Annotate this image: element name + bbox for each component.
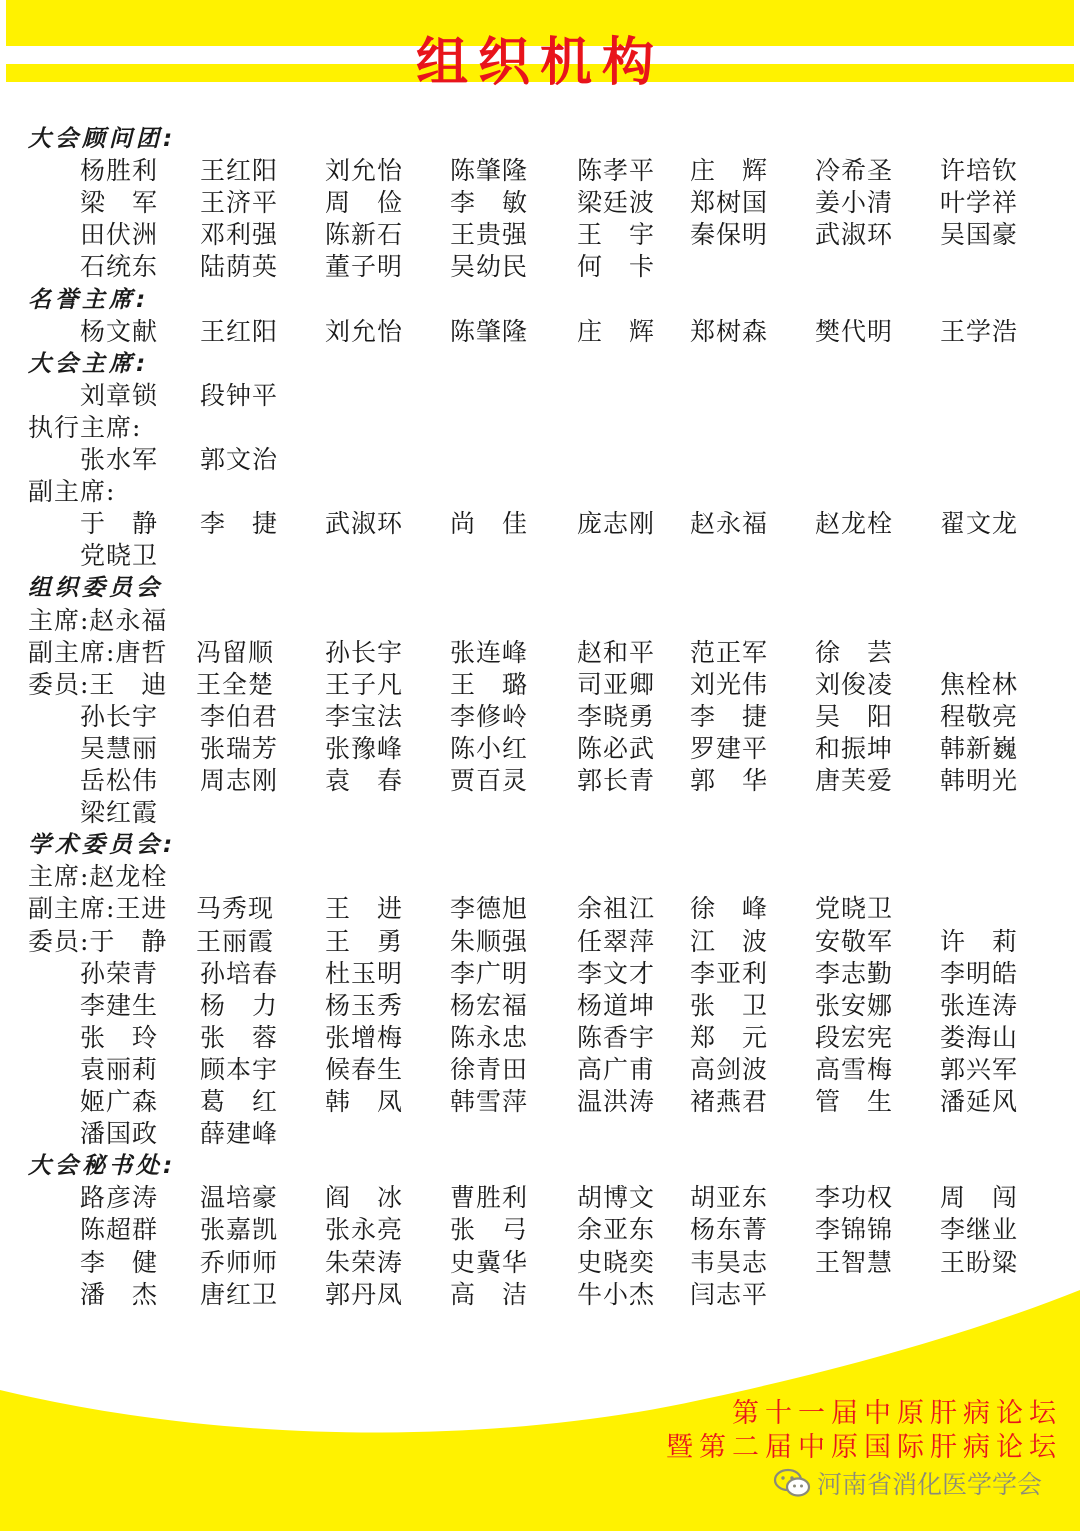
person-name: 许 莉 [940,927,1019,956]
person-name: 陈孝平 [577,156,656,185]
person-name: 岳松伟 [80,766,159,795]
name-row [0,925,1080,959]
name-row [0,379,1080,413]
name-row [0,668,1080,702]
person-name: 范正军 [690,638,769,667]
person-name: 李修岭 [450,702,529,731]
person-name: 胡博文 [577,1183,656,1212]
person-name: 焦栓林 [940,670,1019,699]
name-row [0,604,1080,638]
person-name: 李建生 [80,991,159,1020]
section-heading-row [0,122,1080,156]
person-name: 王红阳 [200,317,279,346]
person-name: 翟文龙 [940,509,1019,538]
person-name: 陈新石 [325,220,404,249]
section-heading: 组织委员会 [28,575,163,601]
person-name: 潘国政 [80,1119,159,1148]
person-name: 王学浩 [940,317,1019,346]
person-name: 张安娜 [815,991,894,1020]
person-name: 樊代明 [815,317,894,346]
section-heading-row [0,828,1080,862]
person-name: 葛 红 [200,1087,279,1116]
person-name: 李 捷 [690,702,769,731]
person-name: 庄 辉 [690,156,769,185]
person-name: 阎 冰 [325,1183,404,1212]
person-name: 叶学祥 [940,188,1019,217]
person-name: 石统东 [80,252,159,281]
person-name: 孙培春 [200,959,279,988]
person-name: 安敬军 [815,927,894,956]
person-name: 史冀华 [450,1248,529,1277]
person-name: 郭丹凤 [325,1280,404,1309]
person-name: 李继业 [940,1215,1019,1244]
person-name: 闫志平 [690,1280,769,1309]
person-name: 王盼粱 [940,1248,1019,1277]
person-name: 潘延风 [940,1087,1019,1116]
person-name: 潘 杰 [80,1280,159,1309]
person-name: 余祖江 [577,894,656,923]
name-row [0,315,1080,349]
person-name: 冷希圣 [815,156,894,185]
person-name: 姜小清 [815,188,894,217]
person-name: 张水军 [80,445,159,474]
wechat-icon [773,1468,811,1498]
person-name: 高雪梅 [815,1055,894,1084]
person-name: 张嘉凯 [200,1215,279,1244]
person-name: 李晓勇 [577,702,656,731]
person-name: 杨道坤 [577,991,656,1020]
name-row [0,250,1080,284]
role-label: 主席:赵永福 [28,606,168,635]
person-name: 司亚卿 [577,670,656,699]
person-name: 王丽霞 [196,927,275,956]
person-name: 李锦锦 [815,1215,894,1244]
person-name: 孙长宇 [325,638,404,667]
name-row [0,957,1080,991]
person-name: 曹胜利 [450,1183,529,1212]
name-row [0,411,1080,445]
person-name: 徐 峰 [690,894,769,923]
person-name: 尚 佳 [450,509,529,538]
person-name: 任翠萍 [577,927,656,956]
person-name: 武淑环 [325,509,404,538]
person-name: 杨胜利 [80,156,159,185]
person-name: 庄 辉 [577,317,656,346]
name-row [0,796,1080,830]
person-name: 高广甫 [577,1055,656,1084]
person-name: 刘允怡 [325,317,404,346]
name-row [0,860,1080,894]
person-name: 罗建平 [690,734,769,763]
person-name: 郭兴军 [940,1055,1019,1084]
name-row [0,1053,1080,1087]
person-name: 张永亮 [325,1215,404,1244]
person-name: 周 俭 [325,188,404,217]
person-name: 王全楚 [196,670,275,699]
name-row [0,1021,1080,1055]
person-name: 田伏洲 [80,220,159,249]
person-name: 高剑波 [690,1055,769,1084]
person-name: 李功权 [815,1183,894,1212]
person-name: 程敬亮 [940,702,1019,731]
person-name: 管 生 [815,1087,894,1116]
person-name: 王贵强 [450,220,529,249]
person-name: 杨东菁 [690,1215,769,1244]
person-name: 郑树国 [690,188,769,217]
person-name: 薛建峰 [200,1119,279,1148]
person-name: 李明皓 [940,959,1019,988]
person-name: 江 波 [690,927,769,956]
person-name: 和振坤 [815,734,894,763]
name-row [0,764,1080,798]
role-label: 副主席: [28,477,116,506]
person-name: 张瑞芳 [200,734,279,763]
person-name: 李德旭 [450,894,529,923]
person-name: 王 璐 [450,670,529,699]
person-name: 郑 元 [690,1023,769,1052]
page-title: 组织机构 [415,33,664,93]
person-name: 郑树森 [690,317,769,346]
section-heading: 大会主席: [28,351,150,377]
person-name: 李亚利 [690,959,769,988]
name-row [0,1085,1080,1119]
person-name: 陈永忠 [450,1023,529,1052]
name-row [0,1213,1080,1247]
person-name: 张连峰 [450,638,529,667]
role-label: 委员:王 迪 [28,670,168,699]
person-name: 温洪涛 [577,1087,656,1116]
person-name: 梁 军 [80,188,159,217]
person-name: 朱荣涛 [325,1248,404,1277]
person-name: 武淑环 [815,220,894,249]
person-name: 史晓奕 [577,1248,656,1277]
section-heading: 名誉主席: [28,287,150,313]
person-name: 王 宇 [577,220,656,249]
person-name: 段钟平 [200,381,279,410]
person-name: 张 蓉 [200,1023,279,1052]
person-name: 陆荫英 [200,252,279,281]
role-label: 委员:于 静 [28,927,168,956]
section-heading: 大会秘书处: [28,1153,177,1179]
person-name: 郭 华 [690,766,769,795]
person-name: 李 捷 [200,509,279,538]
role-label: 主席:赵龙栓 [28,862,168,891]
section-heading-row [0,571,1080,605]
person-name: 周 闯 [940,1183,1019,1212]
role-label: 执行主席: [28,413,142,442]
person-name: 杨宏福 [450,991,529,1020]
person-name: 李 敏 [450,188,529,217]
person-name: 郭文治 [200,445,279,474]
name-row [0,507,1080,541]
person-name: 陈小红 [450,734,529,763]
person-name: 吴幼民 [450,252,529,281]
person-name: 姬广森 [80,1087,159,1116]
person-name: 陈香宇 [577,1023,656,1052]
section-heading-row [0,283,1080,317]
person-name: 朱顺强 [450,927,529,956]
name-row [0,732,1080,766]
person-name: 杨文献 [80,317,159,346]
person-name: 许培钦 [940,156,1019,185]
name-row [0,475,1080,509]
person-name: 韦昊志 [690,1248,769,1277]
person-name: 张豫峰 [325,734,404,763]
person-name: 李 健 [80,1248,159,1277]
name-row [0,218,1080,252]
person-name: 贾百灵 [450,766,529,795]
role-label: 副主席:唐哲 [28,638,168,667]
person-name: 余亚东 [577,1215,656,1244]
person-name: 何 卡 [577,252,656,281]
person-name: 顾本宇 [200,1055,279,1084]
person-name: 杜玉明 [325,959,404,988]
person-name: 王 勇 [325,927,404,956]
name-row [0,539,1080,573]
name-row [0,892,1080,926]
person-name: 韩 凤 [325,1087,404,1116]
person-name: 刘俊凌 [815,670,894,699]
person-name: 陈肇隆 [450,156,529,185]
person-name: 段宏宪 [815,1023,894,1052]
name-row [0,700,1080,734]
person-name: 王子凡 [325,670,404,699]
person-name: 李志勤 [815,959,894,988]
section-heading-row [0,347,1080,381]
person-name: 李文才 [577,959,656,988]
watermark-text: 河南省消化医学学会 [816,1470,1042,1499]
person-name: 娄海山 [940,1023,1019,1052]
person-name: 陈必武 [577,734,656,763]
person-name: 吴慧丽 [80,734,159,763]
person-name: 张 玲 [80,1023,159,1052]
person-name: 刘光伟 [690,670,769,699]
person-name: 吴 阳 [815,702,894,731]
person-name: 邓利强 [200,220,279,249]
person-name: 周志刚 [200,766,279,795]
role-label: 副主席:王进 [28,894,168,923]
person-name: 温培豪 [200,1183,279,1212]
name-row [0,1117,1080,1151]
footer-line-2: 暨第二届中原国际肝病论坛 [666,1432,1062,1463]
name-row [0,989,1080,1023]
name-row [0,1181,1080,1215]
person-name: 乔师师 [200,1248,279,1277]
person-name: 李伯君 [200,702,279,731]
person-name: 韩明光 [940,766,1019,795]
person-name: 刘章锁 [80,381,159,410]
footer-line-1: 第十一届中原肝病论坛 [732,1398,1062,1429]
person-name: 刘允怡 [325,156,404,185]
person-name: 梁红霞 [80,798,159,827]
person-name: 李宝法 [325,702,404,731]
section-heading: 学术委员会: [28,832,177,858]
section-heading-row [0,1149,1080,1183]
person-name: 李广明 [450,959,529,988]
person-name: 张 卫 [690,991,769,1020]
name-row [0,636,1080,670]
person-name: 徐青田 [450,1055,529,1084]
person-name: 杨 力 [200,991,279,1020]
watermark [773,1466,1042,1500]
person-name: 袁 春 [325,766,404,795]
person-name: 张 弓 [450,1215,529,1244]
person-name: 孙长宇 [80,702,159,731]
person-name: 冯留顺 [196,638,275,667]
person-name: 徐 芸 [815,638,894,667]
person-name: 韩雪萍 [450,1087,529,1116]
person-name: 郭长青 [577,766,656,795]
person-name: 韩新巍 [940,734,1019,763]
person-name: 唐红卫 [200,1280,279,1309]
person-name: 唐芙爱 [815,766,894,795]
person-name: 候春生 [325,1055,404,1084]
person-name: 赵永福 [690,509,769,538]
section-heading: 大会顾问团: [28,126,177,152]
person-name: 党晓卫 [80,541,159,570]
name-row [0,443,1080,477]
person-name: 王智慧 [815,1248,894,1277]
person-name: 王 进 [325,894,404,923]
person-name: 吴国豪 [940,220,1019,249]
person-name: 马秀现 [196,894,275,923]
person-name: 于 静 [80,509,159,538]
person-name: 褚燕君 [690,1087,769,1116]
person-name: 孙荣青 [80,959,159,988]
person-name: 杨玉秀 [325,991,404,1020]
person-name: 张连涛 [940,991,1019,1020]
person-name: 王红阳 [200,156,279,185]
person-name: 庞志刚 [577,509,656,538]
person-name: 牛小杰 [577,1280,656,1309]
person-name: 高 洁 [450,1280,529,1309]
person-name: 陈肇隆 [450,317,529,346]
person-name: 路彦涛 [80,1183,159,1212]
person-name: 董子明 [325,252,404,281]
name-row [0,186,1080,220]
name-row [0,154,1080,188]
person-name: 王济平 [200,188,279,217]
person-name: 张增梅 [325,1023,404,1052]
person-name: 秦保明 [690,220,769,249]
person-name: 党晓卫 [815,894,894,923]
person-name: 梁廷波 [577,188,656,217]
person-name: 赵和平 [577,638,656,667]
person-name: 陈超群 [80,1215,159,1244]
person-name: 赵龙栓 [815,509,894,538]
person-name: 胡亚东 [690,1183,769,1212]
person-name: 袁丽莉 [80,1055,159,1084]
name-row [0,1246,1080,1280]
